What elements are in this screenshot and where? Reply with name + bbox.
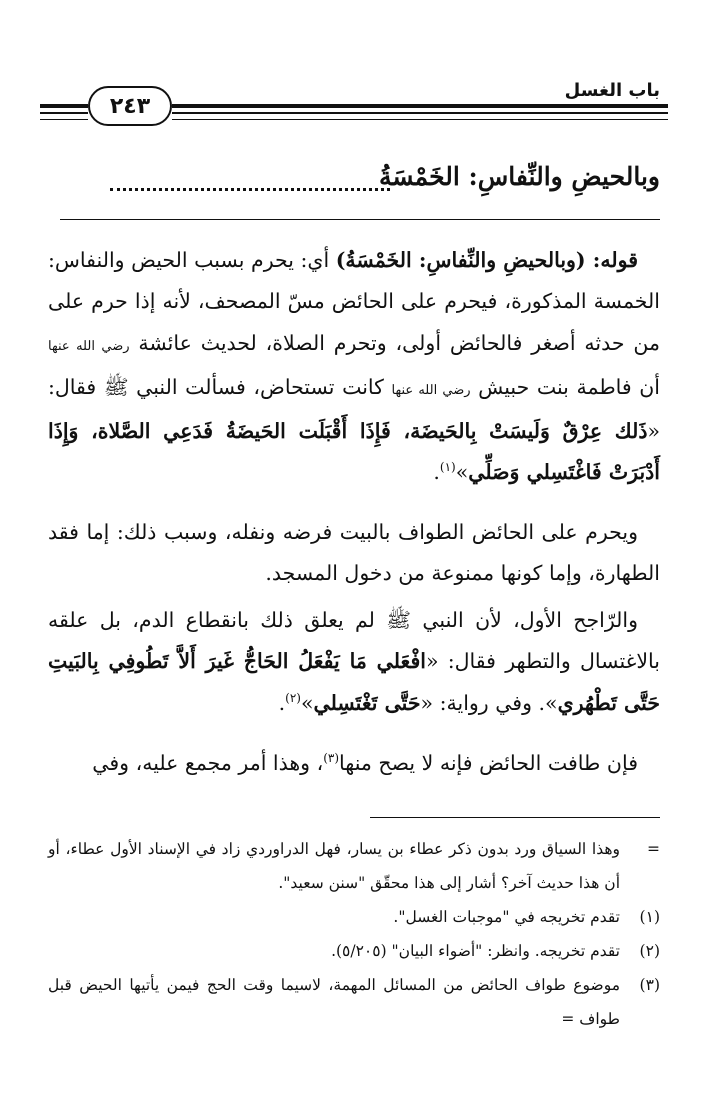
footnote-ref[interactable]: (٢) xyxy=(285,690,301,705)
footnote-text: تقدم تخريجه. وانظر: "أضواء البيان" (٥/٢٠٥). xyxy=(331,942,620,960)
commentary-text: ». وفي رواية: « xyxy=(420,690,558,715)
header-rule-left xyxy=(40,104,88,120)
footnote-2 xyxy=(48,934,660,968)
commentary-paragraph-1 xyxy=(48,240,660,494)
commentary-text: فقال: « xyxy=(48,374,660,444)
footnote-marker: (١) xyxy=(639,908,660,926)
footnote-marker: (٢) xyxy=(639,942,660,960)
commentary-text: ويحرم على الحائض الطواف بالبيت فرضه ونفله، وسبب ذلك: إما فقد الطهارة، وإما كونها ممنوعة من دخول المسجد. xyxy=(48,520,660,586)
commentary-text: » xyxy=(455,460,469,485)
footnote-1 xyxy=(48,900,660,934)
hadith-text: حَتَّى تَغْتَسِلي xyxy=(313,690,421,715)
commentary-text: » xyxy=(300,690,314,715)
commentary-paragraph-3 xyxy=(48,600,660,724)
commentary-text: كانت تستحاض، فسألت النبي xyxy=(128,374,392,399)
footnote-marker: = xyxy=(647,840,660,858)
commentary-text: لم يعلق ذلك بانقطاع الدم، بل علقه بالاغتسال والتطهر فقال: « xyxy=(48,608,661,674)
commentary-text: أن فاطمة بنت حبيش xyxy=(470,374,661,399)
hadith-text: افْعَلي مَا يَفْعَلُ الحَاجُّ غَيرَ أَلاَّ تَطُوفِي بِالبَيتِ حَتَّى تَطْهُري xyxy=(48,649,660,715)
footnote-ref[interactable]: (١) xyxy=(439,460,456,475)
matn-dotted-leader xyxy=(110,168,390,191)
footnote-3 xyxy=(48,968,660,1036)
radiyallah-symbol: رضي الله عنها xyxy=(48,338,130,354)
commentary-text: . xyxy=(433,460,440,485)
header-rule-right xyxy=(172,104,668,120)
commentary-text: فإن طافت الحائض فإنه لا يصح منها xyxy=(339,751,638,775)
footnote-text: موضوع طواف الحائض من المسائل المهمة، لاسيما وقت الحج فيمن يأتيها الحيض قبل طواف = xyxy=(48,976,620,1028)
footnote-text: تقدم تخريجه في "موجبات الغسل". xyxy=(393,908,620,926)
footnote-text: وهذا السياق ورد بدون ذكر عطاء بن يسار، فهل الدراوردي زاد في الإسناد الأول عطاء، أو أن هذا حديث آخر؟ أشار إلى هذا محقّق "سنن سعيد". xyxy=(48,840,620,892)
footnote-marker: (٣) xyxy=(639,976,660,994)
commentary-text: والرّاجح الأول، لأن النبي xyxy=(411,608,639,632)
commentary-paragraph-2 xyxy=(48,512,660,595)
commentary-text: ، وهذا أمر مجمع عليه، وفي xyxy=(92,751,324,775)
footnote-continued xyxy=(48,832,660,900)
chapter-title: باب الغسل xyxy=(564,80,660,101)
commentary-paragraph-4 xyxy=(48,743,660,784)
salla-symbol: ﷺ xyxy=(103,374,129,399)
commentary-text: أي: يحرم بسبب الحيض والنفاس: الخمسة المذكورة، فيحرم على الحائض مسّ المصحف، لأنه إذا حرم على من حدثه أصغر فالحائض أولى، وتحرم الصلاة، لحديث عائشة xyxy=(48,248,660,355)
matn-separator-rule xyxy=(60,219,660,220)
commentary-text: . xyxy=(278,690,286,715)
hadith-text: ذَلك عِرْقٌ وَلَيسَتْ بِالحَيضَة، فَإِذَا أَقْبَلَت الحَيضَةُ فَدَعِي الصَّلاة، وَإِذَا أَدْبَرَتْ فَاغْتَسِلي وَصَلِّي xyxy=(48,419,660,485)
radiyallah-symbol: رضي الله عنها xyxy=(391,382,471,398)
footnotes xyxy=(48,832,660,1036)
matn-text: وبالحيضِ والنِّفاسِ: الخَمْسَةُ xyxy=(378,162,660,191)
page-number: ٢٤٣ xyxy=(88,86,172,126)
footnote-ref[interactable]: (٣) xyxy=(323,751,340,766)
salla-symbol: ﷺ xyxy=(386,608,412,632)
footnote-separator-rule xyxy=(370,817,660,818)
commentary-lead: قوله: (وبالحيضِ والنِّفاسِ: الخَمْسَةُ) xyxy=(335,248,638,272)
